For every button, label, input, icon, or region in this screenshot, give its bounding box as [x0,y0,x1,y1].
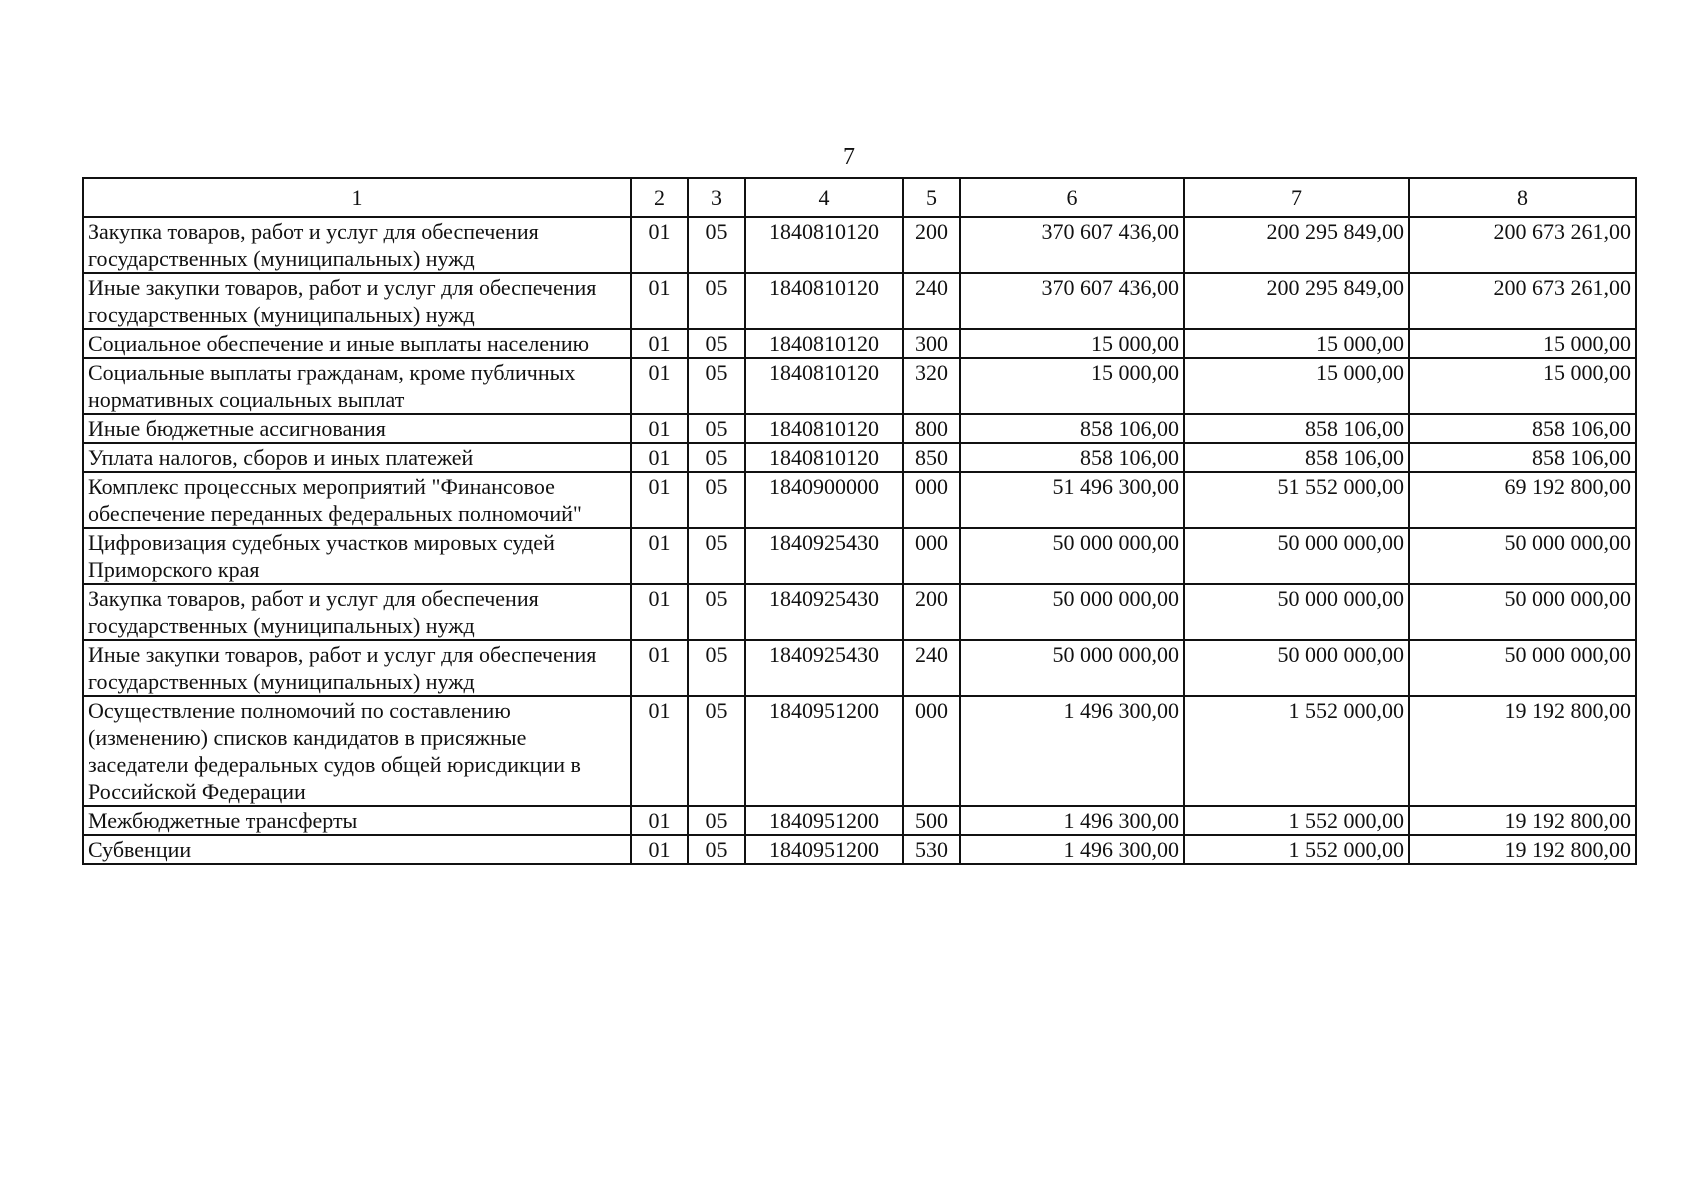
target-code-cell: 1840810120 [745,329,903,358]
column-header: 2 [631,178,688,217]
section-code-cell: 01 [631,358,688,414]
row-name-cell: Осуществление полномочий по составлению (изменению) списков кандидатов в присяжные заседатели федеральных судов общей юрисдикции в Российской Федерации [83,696,631,806]
table-body [83,217,1636,864]
column-header: 3 [688,178,745,217]
expense-type-cell: 000 [903,696,960,806]
section-code-cell: 01 [631,835,688,864]
subsection-code-cell: 05 [688,472,745,528]
amount-cell-col6: 1 496 300,00 [960,696,1184,806]
amount-cell-col8: 50 000 000,00 [1409,528,1636,584]
amount-cell-col6: 15 000,00 [960,358,1184,414]
amount-cell-col6: 51 496 300,00 [960,472,1184,528]
target-code-cell: 1840925430 [745,584,903,640]
target-code-cell: 1840900000 [745,472,903,528]
section-code-cell: 01 [631,217,688,273]
expense-type-cell: 000 [903,528,960,584]
expense-type-cell: 500 [903,806,960,835]
section-code-cell: 01 [631,273,688,329]
section-code-cell: 01 [631,528,688,584]
amount-cell-col8: 858 106,00 [1409,414,1636,443]
row-name-cell: Социальное обеспечение и иные выплаты населению [83,329,631,358]
target-code-cell: 1840925430 [745,640,903,696]
subsection-code-cell: 05 [688,806,745,835]
amount-cell-col7: 200 295 849,00 [1184,273,1409,329]
table-row [83,329,1636,358]
amount-cell-col6: 50 000 000,00 [960,528,1184,584]
amount-cell-col7: 858 106,00 [1184,414,1409,443]
table-row [83,835,1636,864]
amount-cell-col7: 50 000 000,00 [1184,640,1409,696]
target-code-cell: 1840810120 [745,273,903,329]
column-header: 5 [903,178,960,217]
table-row [83,806,1636,835]
amount-cell-col8: 200 673 261,00 [1409,273,1636,329]
expense-type-cell: 800 [903,414,960,443]
target-code-cell: 1840951200 [745,835,903,864]
expense-type-cell: 240 [903,273,960,329]
amount-cell-col6: 1 496 300,00 [960,835,1184,864]
column-header: 6 [960,178,1184,217]
amount-cell-col8: 858 106,00 [1409,443,1636,472]
expense-type-cell: 000 [903,472,960,528]
table-row [83,696,1636,806]
amount-cell-col8: 69 192 800,00 [1409,472,1636,528]
amount-cell-col7: 15 000,00 [1184,358,1409,414]
amount-cell-col8: 19 192 800,00 [1409,835,1636,864]
target-code-cell: 1840925430 [745,528,903,584]
expense-type-cell: 200 [903,217,960,273]
section-code-cell: 01 [631,806,688,835]
section-code-cell: 01 [631,696,688,806]
subsection-code-cell: 05 [688,358,745,414]
amount-cell-col6: 50 000 000,00 [960,640,1184,696]
budget-table [82,177,1637,865]
subsection-code-cell: 05 [688,217,745,273]
amount-cell-col8: 19 192 800,00 [1409,696,1636,806]
target-code-cell: 1840810120 [745,443,903,472]
amount-cell-col7: 200 295 849,00 [1184,217,1409,273]
amount-cell-col6: 1 496 300,00 [960,806,1184,835]
column-header: 7 [1184,178,1409,217]
subsection-code-cell: 05 [688,640,745,696]
row-name-cell: Иные закупки товаров, работ и услуг для обеспечения государственных (муниципальных) нужд [83,640,631,696]
row-name-cell: Субвенции [83,835,631,864]
row-name-cell: Цифровизация судебных участков мировых судей Приморского края [83,528,631,584]
row-name-cell: Закупка товаров, работ и услуг для обеспечения государственных (муниципальных) нужд [83,584,631,640]
table-row [83,217,1636,273]
table-row [83,358,1636,414]
amount-cell-col6: 15 000,00 [960,329,1184,358]
table-header-row [83,178,1636,217]
row-name-cell: Комплекс процессных мероприятий "Финансовое обеспечение переданных федеральных полномочий" [83,472,631,528]
target-code-cell: 1840810120 [745,414,903,443]
column-header: 4 [745,178,903,217]
amount-cell-col6: 370 607 436,00 [960,217,1184,273]
expense-type-cell: 240 [903,640,960,696]
column-header: 1 [83,178,631,217]
table-row [83,640,1636,696]
subsection-code-cell: 05 [688,835,745,864]
section-code-cell: 01 [631,414,688,443]
subsection-code-cell: 05 [688,584,745,640]
row-name-cell: Иные закупки товаров, работ и услуг для обеспечения государственных (муниципальных) нужд [83,273,631,329]
amount-cell-col6: 858 106,00 [960,414,1184,443]
subsection-code-cell: 05 [688,696,745,806]
amount-cell-col6: 50 000 000,00 [960,584,1184,640]
amount-cell-col7: 1 552 000,00 [1184,835,1409,864]
amount-cell-col6: 858 106,00 [960,443,1184,472]
row-name-cell: Закупка товаров, работ и услуг для обеспечения государственных (муниципальных) нужд [83,217,631,273]
subsection-code-cell: 05 [688,414,745,443]
amount-cell-col7: 51 552 000,00 [1184,472,1409,528]
expense-type-cell: 530 [903,835,960,864]
amount-cell-col6: 370 607 436,00 [960,273,1184,329]
table-row [83,443,1636,472]
section-code-cell: 01 [631,443,688,472]
section-code-cell: 01 [631,584,688,640]
amount-cell-col7: 1 552 000,00 [1184,696,1409,806]
subsection-code-cell: 05 [688,329,745,358]
expense-type-cell: 850 [903,443,960,472]
table-row [83,273,1636,329]
expense-type-cell: 200 [903,584,960,640]
table-row [83,528,1636,584]
amount-cell-col8: 50 000 000,00 [1409,584,1636,640]
target-code-cell: 1840810120 [745,358,903,414]
section-code-cell: 01 [631,640,688,696]
amount-cell-col7: 50 000 000,00 [1184,528,1409,584]
subsection-code-cell: 05 [688,443,745,472]
amount-cell-col7: 15 000,00 [1184,329,1409,358]
target-code-cell: 1840810120 [745,217,903,273]
row-name-cell: Иные бюджетные ассигнования [83,414,631,443]
column-header: 8 [1409,178,1636,217]
target-code-cell: 1840951200 [745,806,903,835]
amount-cell-col7: 858 106,00 [1184,443,1409,472]
amount-cell-col8: 15 000,00 [1409,358,1636,414]
amount-cell-col8: 50 000 000,00 [1409,640,1636,696]
subsection-code-cell: 05 [688,273,745,329]
amount-cell-col8: 200 673 261,00 [1409,217,1636,273]
amount-cell-col7: 1 552 000,00 [1184,806,1409,835]
row-name-cell: Социальные выплаты гражданам, кроме публичных нормативных социальных выплат [83,358,631,414]
amount-cell-col8: 15 000,00 [1409,329,1636,358]
subsection-code-cell: 05 [688,528,745,584]
page-number: 7 [843,144,855,170]
table-row [83,584,1636,640]
table-row [83,414,1636,443]
target-code-cell: 1840951200 [745,696,903,806]
section-code-cell: 01 [631,329,688,358]
section-code-cell: 01 [631,472,688,528]
expense-type-cell: 320 [903,358,960,414]
amount-cell-col7: 50 000 000,00 [1184,584,1409,640]
table-row [83,472,1636,528]
row-name-cell: Межбюджетные трансферты [83,806,631,835]
expense-type-cell: 300 [903,329,960,358]
amount-cell-col8: 19 192 800,00 [1409,806,1636,835]
row-name-cell: Уплата налогов, сборов и иных платежей [83,443,631,472]
